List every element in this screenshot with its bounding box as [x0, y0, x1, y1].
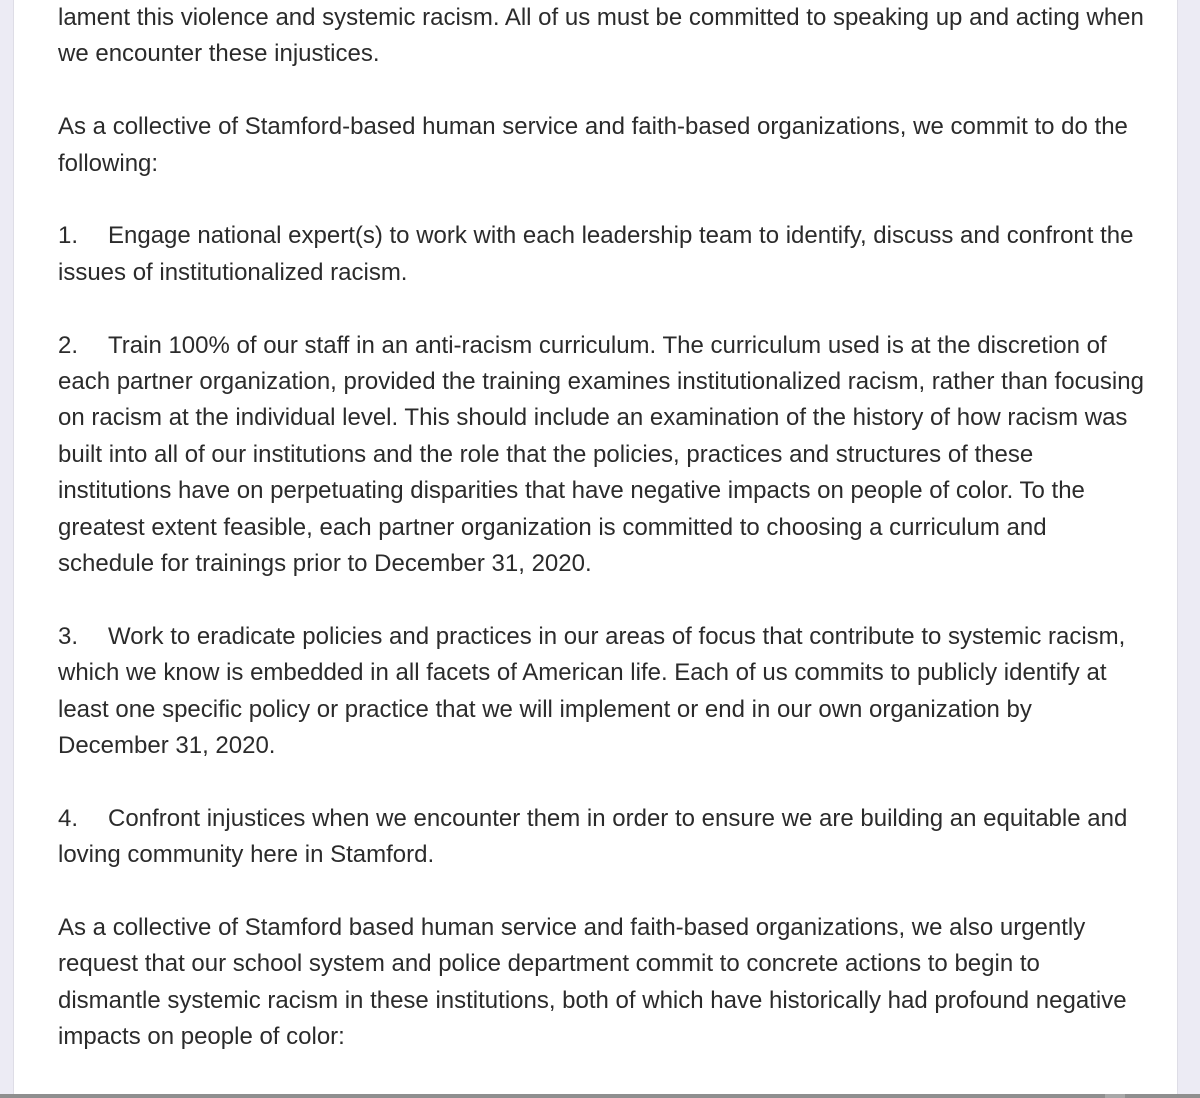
commitment-text: Confront injustices when we encounter them in order to ensure we are building an equitable and loving community here in Stamford.: [58, 804, 1128, 869]
commit-intro-paragraph: As a collective of Stamford-based human service and faith-based organizations, we commit to do the following:: [58, 113, 1128, 177]
paragraph-spacer: [58, 291, 1148, 327]
paragraph-spacer: [58, 182, 1148, 218]
commitment-number: 3.: [58, 622, 79, 650]
commitment-text: Train 100% of our staff in an anti-racism curriculum. The curriculum used is at the discretion of each partner organization, provided the training examines institutionalized racism, rather than focusing on racism at the individual level. This should include an examination of the history of how racism was built into all of our institutions and the role that the policies, practices and structures of these institutions have on perpetuating disparities that have negative impacts on people of color. To the greatest extent feasible, each partner organization is committed to choosing a curriculum and schedule for trainings prior to December 31, 2020.: [58, 331, 1144, 578]
commitment-item-4: [58, 801, 1148, 874]
scrollbar-thumb[interactable]: [1105, 1094, 1125, 1098]
intro-continued-paragraph: lament this violence and systemic racism. All of us must be committed to speaking up and acting when we encounter these injustices.: [58, 4, 1144, 68]
commitment-number: 2.: [58, 331, 79, 359]
document-page: [13, 0, 1178, 1094]
horizontal-scrollbar[interactable]: [0, 1094, 1200, 1098]
commitment-item-2: [58, 328, 1148, 583]
commitment-item-1: [58, 218, 1148, 291]
paragraph-spacer: [58, 73, 1148, 109]
paragraph-spacer: [58, 874, 1148, 910]
commitment-item-3: [58, 619, 1148, 765]
commitment-number: 1.: [58, 222, 79, 250]
paragraph-spacer: [58, 582, 1148, 618]
commitment-text: Work to eradicate policies and practices in our areas of focus that contribute to systemic racism, which we know is embedded in all facets of American life. Each of us commits to publicly identify at least one specific policy or practice that we will implement or end in our own organization by December 31, 2020.: [58, 622, 1126, 760]
paragraph-spacer: [58, 764, 1148, 800]
commitment-text: Engage national expert(s) to work with each leadership team to identify, discuss and confront the issues of institutionalized racism.: [58, 222, 1134, 286]
request-intro-paragraph: As a collective of Stamford based human service and faith-based organizations, we also urgently request that our school system and police department commit to concrete actions to begin to dismantle systemic racism in these institutions, both of which have historically had profound negative impacts on people of color:: [58, 914, 1127, 1051]
document-body: [58, 0, 1148, 1056]
commitment-number: 4.: [58, 804, 79, 832]
